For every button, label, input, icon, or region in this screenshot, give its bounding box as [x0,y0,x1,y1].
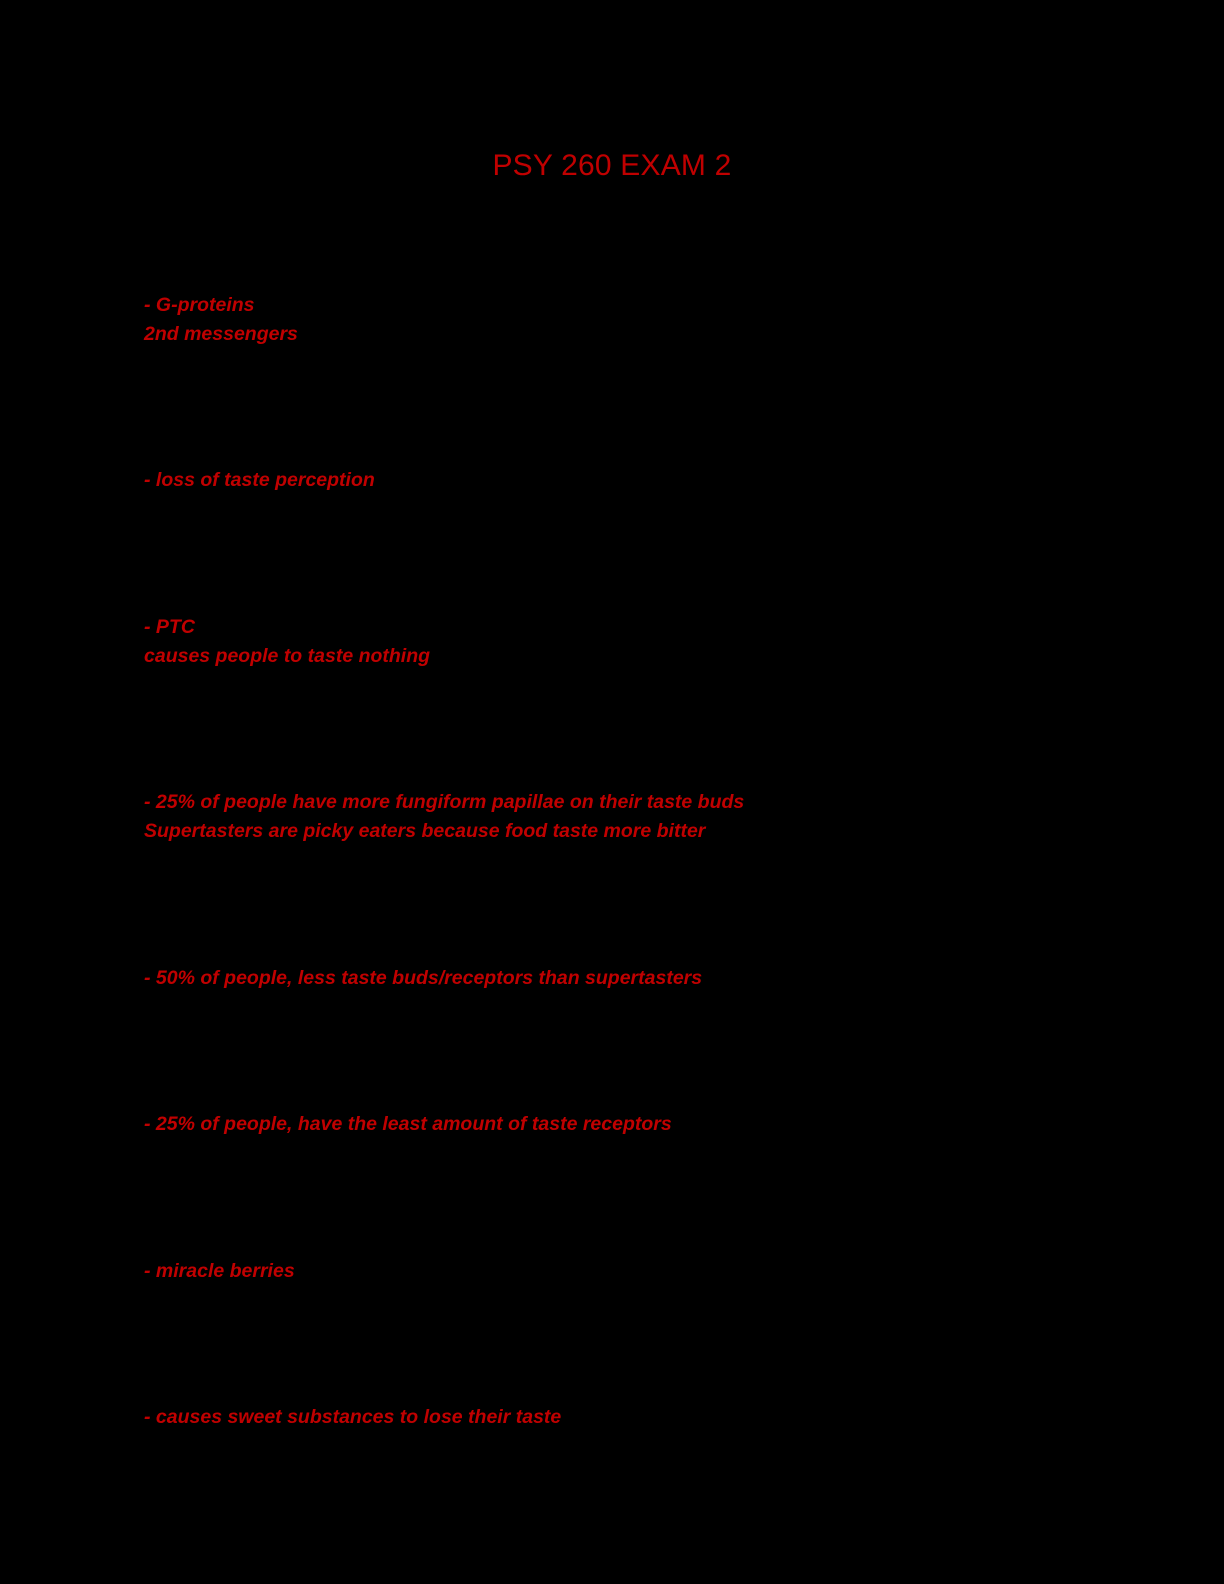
answer-line: - 50% of people, less taste buds/receptors than supertasters [144,967,703,989]
answer-line: - PTC [144,616,195,638]
answer-block [144,1110,672,1139]
answer-line: causes people to taste nothing [144,645,431,667]
answer-block [144,788,744,846]
answer-block [144,613,430,671]
answer-block [144,964,702,993]
answer-block [144,291,298,349]
answer-line: 2nd messengers [144,323,298,345]
answer-block [144,1403,561,1432]
answer-line: - causes sweet substances to lose their taste [144,1406,562,1428]
answer-line: - 25% of people, have the least amount of taste receptors [144,1113,672,1135]
answer-block [144,1257,295,1286]
answer-line: - G-proteins [144,294,255,316]
answer-line: - 25% of people have more fungiform papillae on their taste buds [144,791,745,813]
answer-line: - miracle berries [144,1260,295,1282]
answer-line: Supertasters are picky eaters because food taste more bitter [144,820,706,842]
answer-block [144,466,375,495]
answer-line: - loss of taste perception [144,469,375,491]
document-title: PSY 260 EXAM 2 [492,149,732,182]
